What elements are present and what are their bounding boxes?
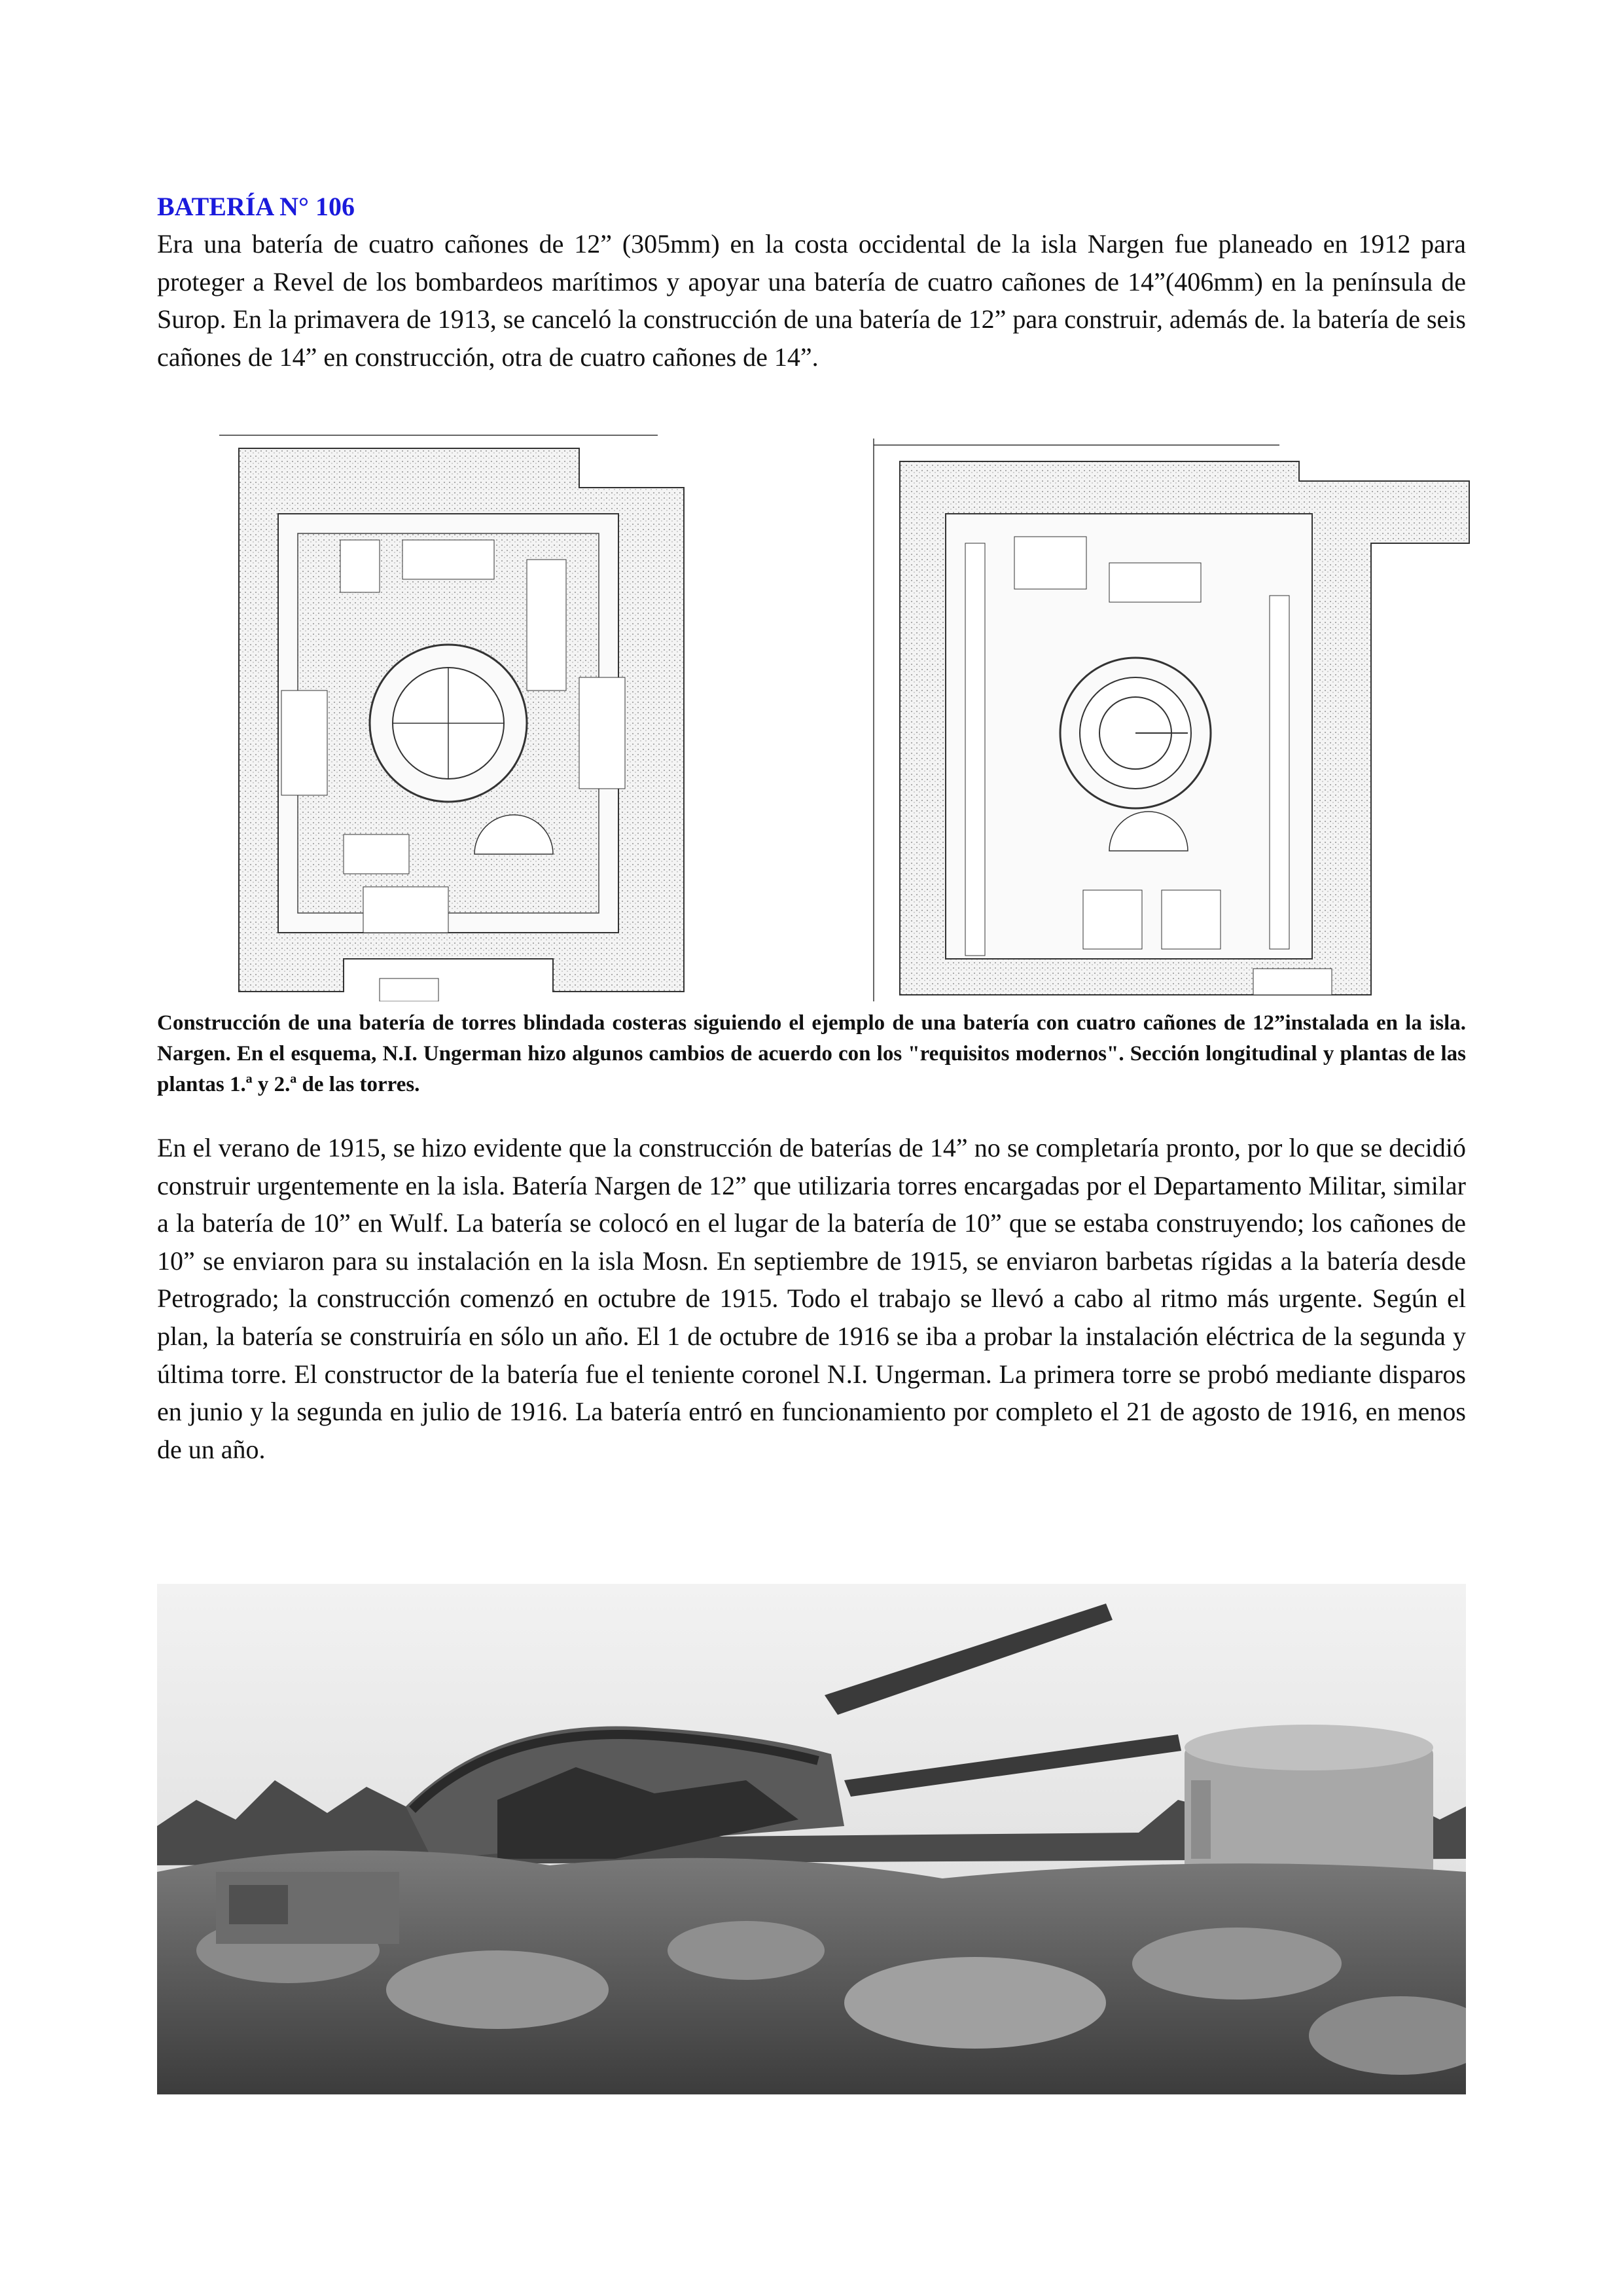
intro-paragraph: Era una batería de cuatro cañones de 12” (305mm) en la costa occidental de la isla Nargen fue planeado en 1912 para proteger a Revel de los bombardeos marítimos y apoyar una batería de cuatro cañones de 14”(406mm) en la península de Surop. En la primavera de 1913, se canceló la construcción de una batería de 12” para construir, además de. la batería de seis cañones de 14” en construcción, otra de cuatro cañones de 14”. [157,229,1466,372]
history-paragraph: En el verano de 1915, se hizo evidente que la construcción de baterías de 14” no se completaría pronto, por lo que se decidió construir urgentemente en la isla. Batería Nargen de 12” que utilizaria torres encargadas por el Departamento Militar, similar a la batería de 10” en Wulf. La batería se colocó en el lugar de la batería de 10” que se estaba construyendo; los cañones de 10” se enviaron para su instalación en la isla Mosn. En septiembre de 1915, se enviaron barbetas rígidas a la batería desde Petrogrado; la construcción comenzó en octubre de 1915. Todo el trabajo se llevó a cabo al ritmo más urgente. Según el plan, la batería se construiría en sólo un año. El 1 de octubre de 1916 se iba a probar la instalación eléctrica de la segunda y última torre. El constructor de la batería fue el teniente coronel N.I. Ungerman. La primera torre se probó mediante disparos en junio y la segunda en julio de 1916. La batería entró en funcionamiento por completo el 21 de agosto de 1916, en menos de un año. [157,1133,1466,1464]
turret-plan-drawing-level-1 [213,429,700,1001]
figure-caption: Construcción de una batería de torres blindada costeras siguiendo el ejemplo de una batería con cuatro cañones de 12”instalada en la isla. Nargen. En el esquema, N.I. Ungerman hizo algunos cambios de acuerdo con los "requisitos modernos". Sección longitudinal y plantas de las plantas 1.ª y 2.ª de las torres. [157,1011,1466,1096]
destroyed-turret-photo [157,1584,1466,2094]
section-heading: BATERÍA N° 106 [157,192,355,221]
turret-plan-drawing-level-2 [847,432,1476,1005]
